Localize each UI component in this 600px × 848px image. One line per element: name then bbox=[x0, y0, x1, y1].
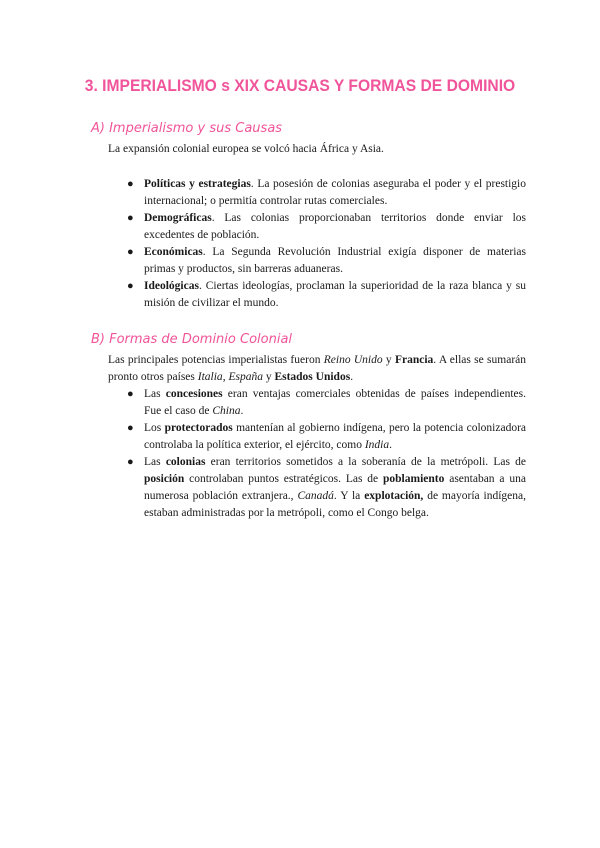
bullet-icon: ● bbox=[127, 388, 134, 400]
list-item-text: . bbox=[389, 439, 392, 451]
list-item-term: posición bbox=[144, 473, 185, 485]
list-item-term: concesiones bbox=[165, 388, 223, 400]
list-item bbox=[127, 454, 527, 522]
bullet-icon: ● bbox=[127, 456, 134, 468]
country-name: Italia bbox=[197, 371, 223, 383]
list-item-text: Los bbox=[144, 422, 165, 434]
list-item-text: eran ventajas comerciales obtenidas de países independientes. Fue el caso de bbox=[144, 388, 526, 417]
list-item-term: Demográficas bbox=[144, 212, 212, 224]
bullet-icon: ● bbox=[127, 246, 134, 258]
intro-text: , bbox=[222, 371, 229, 383]
dominion-forms-list bbox=[127, 386, 527, 522]
list-item-text: Las bbox=[144, 388, 166, 400]
list-item-term: Políticas y estrategias bbox=[144, 178, 251, 190]
list-item-text: Las bbox=[144, 456, 166, 468]
intro-text: Las principales potencias imperialistas fueron bbox=[108, 354, 324, 366]
list-item-term: poblamiento bbox=[383, 473, 445, 485]
list-item bbox=[127, 210, 526, 244]
country-name: Francia bbox=[394, 354, 434, 366]
list-item-text: . Las colonias proporcionaban territorios donde enviar los excedentes de población. bbox=[144, 212, 526, 241]
section-b-heading: B) Formas de Dominio Colonial bbox=[91, 332, 293, 347]
intro-text: y bbox=[262, 371, 275, 383]
list-item-text: controlaban puntos estratégicos. Las de bbox=[184, 473, 384, 485]
intro-text: y bbox=[382, 354, 395, 366]
list-item bbox=[127, 244, 526, 278]
list-item-term: Económicas bbox=[144, 246, 203, 258]
page-title: 3. IMPERIALISMO s XIX CAUSAS Y FORMAS DE DOMINIO bbox=[84, 76, 516, 95]
bullet-icon: ● bbox=[127, 178, 134, 190]
list-item-term: protectorados bbox=[164, 422, 233, 434]
country-name: España bbox=[228, 371, 263, 383]
section-a-intro: La expansión colonial europea se volcó hacia África y Asia. bbox=[108, 143, 384, 155]
list-item-term: colonias bbox=[165, 456, 206, 468]
intro-text: . bbox=[350, 371, 354, 383]
country-name: China bbox=[212, 405, 241, 417]
list-item-text: asentaban a una numerosa población extranjera., bbox=[144, 473, 526, 502]
list-item bbox=[127, 176, 527, 210]
section-a-heading: A) Imperialismo y sus Causas bbox=[91, 121, 283, 136]
list-item-text: . Ciertas ideologías, proclaman la superioridad de la raza blanca y su misión de civilizar el mundo. bbox=[144, 280, 526, 309]
country-name: Canadá bbox=[297, 490, 334, 502]
list-item-text: . Y la bbox=[333, 490, 365, 502]
list-item-text: . La posesión de colonias aseguraba el poder y el prestigio internacional; o permitía controlar rutas comerciales. bbox=[144, 178, 527, 207]
list-item-text: . bbox=[240, 405, 244, 417]
country-name: India bbox=[364, 439, 390, 451]
list-item-term: Ideológicas bbox=[144, 280, 199, 292]
list-item-text: mantenían al gobierno indígena, pero la potencia colonizadora controlaba la política exterior, el ejército, como bbox=[144, 422, 527, 451]
list-item bbox=[127, 278, 526, 312]
country-name: Reino Unido bbox=[323, 354, 383, 366]
bullet-icon: ● bbox=[127, 422, 134, 434]
list-item-term: explotación, bbox=[364, 490, 424, 502]
list-item bbox=[127, 420, 527, 454]
list-item-text: de mayoría indígena, estaban administradas por la metrópoli, como el Congo belga. bbox=[144, 490, 526, 519]
list-item-text: eran territorios sometidos a la soberanía de la metrópoli. Las de bbox=[205, 456, 527, 468]
intro-text: . A ellas se sumarán pronto otros países bbox=[108, 354, 527, 383]
list-item bbox=[127, 386, 526, 420]
country-name: Estados Unidos bbox=[274, 371, 351, 383]
causes-list bbox=[127, 176, 527, 312]
bullet-icon: ● bbox=[127, 212, 134, 224]
section-b-intro bbox=[108, 352, 526, 386]
bullet-icon: ● bbox=[127, 280, 134, 292]
list-item-text: . La Segunda Revolución Industrial exigía disponer de materias primas y productos, sin barreras aduaneras. bbox=[144, 246, 526, 275]
